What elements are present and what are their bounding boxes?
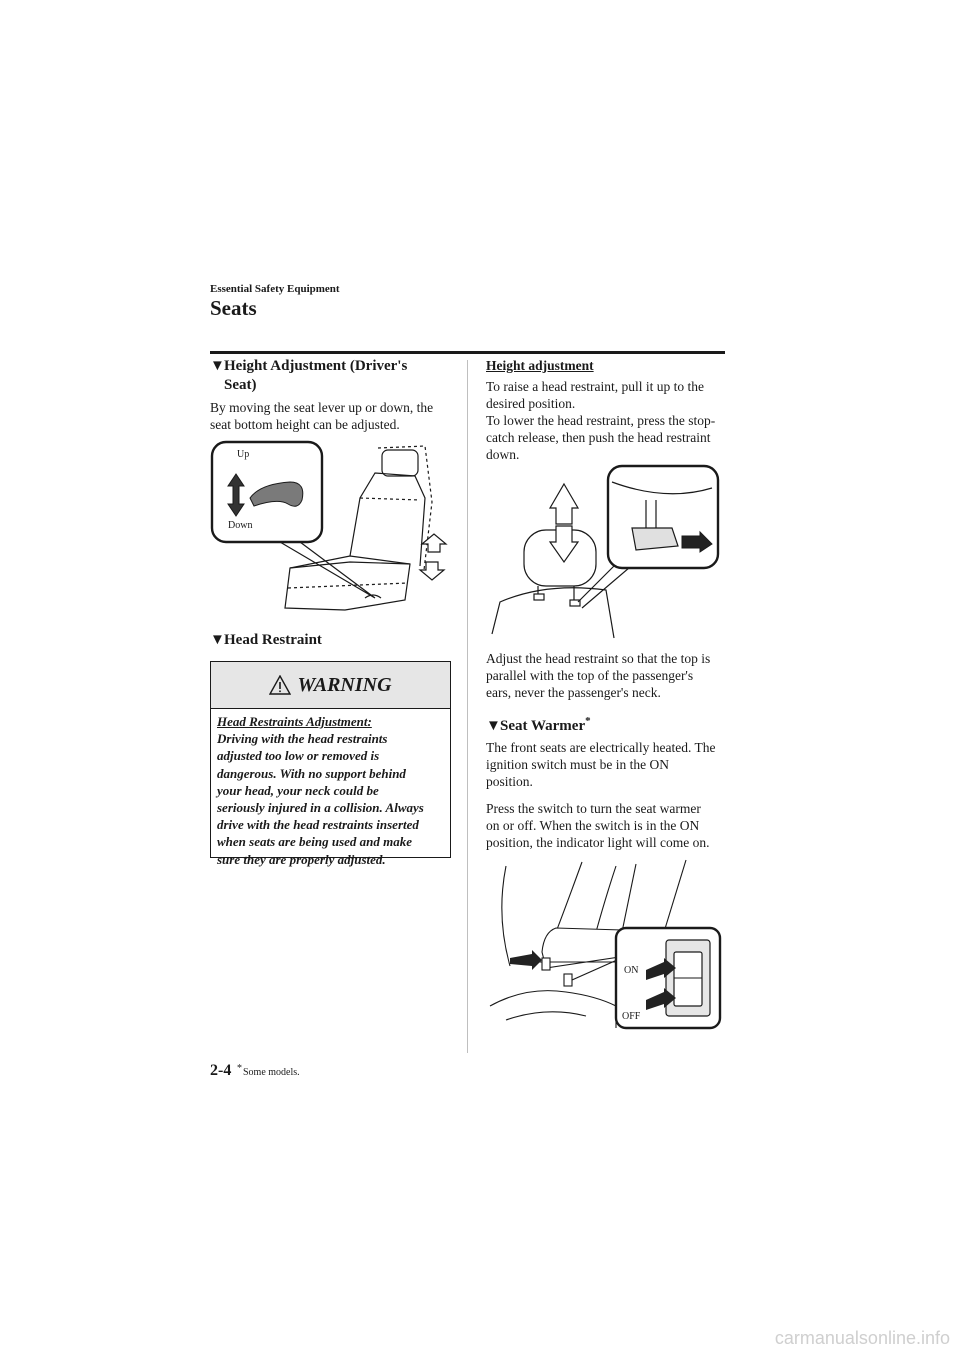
seat-warmer-figure [486, 856, 726, 1032]
page-number: 2-4 [210, 1062, 232, 1079]
up-arrow-icon [422, 534, 446, 552]
header-rule [210, 351, 725, 354]
column-divider [467, 360, 468, 1053]
warning-header [211, 662, 450, 709]
callout-frame [608, 466, 718, 568]
heated-text: The front seats are electrically heated. The ignition switch must be in the ON position. [486, 740, 716, 789]
page-title: Seats [210, 296, 257, 320]
raise-lower-text: To raise a head restraint, pull it up to the desired position. To lower the head restraint, press the stop- catch release, then push the head restraint down. [486, 379, 716, 462]
warning-body: Head Restraints Adjustment: Driving with the head restraints adjusted too low or removed is dangerous. With no support behind your head, your neck could be seriously injured in a collision. Always drive with the head restraints inserted when seats are being used and make sure they are properly adjusted. [211, 709, 450, 868]
seat-warmer-switch [674, 952, 702, 1006]
triangle-bullet-icon: ▼ [210, 358, 225, 374]
triangle-bullet-icon: ▼ [210, 632, 225, 648]
footnote-text: Some models. [243, 1067, 300, 1078]
adjust-text: Adjust the head restraint so that the top is parallel with the top of the passenger's ears, never the passenger's neck. [486, 651, 711, 700]
fig-off-label: OFF [622, 1011, 641, 1022]
head-restraint-heading: ▼Head Restraint [210, 632, 322, 648]
fig-up-label: Up [237, 449, 250, 460]
press-switch-text: Press the switch to turn the seat warmer on or off. When the switch is in the ON position, the indicator light will come on. [486, 801, 710, 850]
height-adjustment-subtitle: Height adjustment [486, 358, 594, 373]
warning-title: WARNING [297, 673, 392, 696]
section-label: Essential Safety Equipment [210, 283, 340, 295]
switch-arrow-icon [510, 950, 542, 970]
warning-subtitle: Head Restraints Adjustment: [217, 714, 372, 729]
footnote-star: * [237, 1063, 242, 1074]
warning-triangle-icon [269, 675, 291, 695]
fig-down-label: Down [228, 520, 253, 531]
pull-up-arrow-icon [550, 484, 578, 524]
height-adjustment-heading: ▼Height Adjustment (Driver's Seat) [210, 358, 408, 393]
some-models-star: * [585, 715, 591, 727]
down-arrow-icon [420, 562, 444, 580]
watermark[interactable]: carmanualsonline.info [774, 1328, 950, 1348]
triangle-bullet-icon: ▼ [486, 718, 501, 734]
height-adjustment-text: By moving the seat lever up or down, the seat bottom height can be adjusted. [210, 400, 434, 432]
seat-warmer-heading: ▼Seat Warmer* [486, 715, 591, 734]
seat-height-figure [210, 438, 450, 618]
fig-on-label: ON [624, 965, 639, 976]
head-restraint-figure [486, 462, 726, 640]
warning-box [210, 661, 451, 867]
